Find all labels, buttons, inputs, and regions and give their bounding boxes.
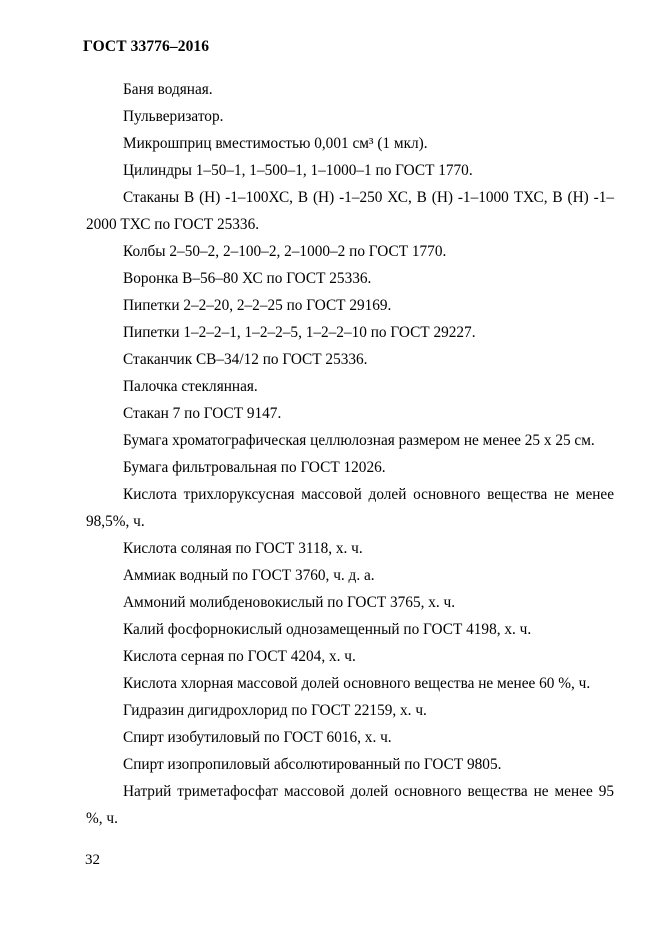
list-item: Гидразин дигидрохлорид по ГОСТ 22159, х. ч.	[123, 702, 427, 719]
list-item: Калий фосфорнокислый однозамещенный по ГОСТ 4198, х. ч.	[123, 621, 532, 638]
list-item: Стаканы B (Н) -1–100ХС, B (Н) -1–250 ХС, B (Н) -1–1000 ТХС, B (Н) -1–2000 ТХС по ГОСТ 25336.	[86, 189, 614, 233]
document-code-header: ГОСТ 33776–2016	[83, 38, 210, 55]
list-item: Пульверизатор.	[123, 108, 224, 125]
list-item: Кислота хлорная массовой долей основного вещества не менее 60 %, ч.	[123, 675, 591, 692]
list-item: Колбы 2–50–2, 2–100–2, 2–1000–2 по ГОСТ 1770.	[123, 243, 447, 260]
list-item: Палочка стеклянная.	[123, 378, 258, 395]
list-item: Воронка В–56–80 ХС по ГОСТ 25336.	[123, 270, 372, 287]
list-item: Стаканчик СВ–34/12 по ГОСТ 25336.	[123, 351, 368, 368]
list-item: Пипетки 2–2–20, 2–2–25 по ГОСТ 29169.	[123, 297, 392, 314]
list-item: Натрий триметафосфат массовой долей основного вещества не менее 95 %, ч.	[86, 783, 614, 827]
list-item: Стакан 7 по ГОСТ 9147.	[123, 405, 282, 422]
list-item: Бумага фильтровальная по ГОСТ 12026.	[123, 459, 386, 476]
list-item: Аммоний молибденовокислый по ГОСТ 3765, х. ч.	[123, 594, 456, 611]
reagents-list	[86, 76, 614, 832]
list-item: Аммиак водный по ГОСТ 3760, ч. д. а.	[123, 567, 375, 584]
list-item: Кислота соляная по ГОСТ 3118, х. ч.	[123, 540, 363, 557]
list-item: Микрошприц вместимостью 0,001 см³ (1 мкл).	[123, 135, 428, 152]
list-item: Баня водяная.	[123, 81, 213, 98]
list-item: Бумага хроматографическая целлюлозная размером не менее 25 х 25 см.	[123, 432, 595, 449]
page-number: 32	[85, 852, 100, 868]
list-item: Цилиндры 1–50–1, 1–500–1, 1–1000–1 по ГОСТ 1770.	[123, 162, 473, 179]
list-item: Кислота серная по ГОСТ 4204, х. ч.	[123, 648, 356, 665]
list-item: Пипетки 1–2–2–1, 1–2–2–5, 1–2–2–10 по ГОСТ 29227.	[123, 324, 476, 341]
list-item: Спирт изопропиловый абсолютированный по ГОСТ 9805.	[123, 756, 502, 773]
list-item: Кислота трихлоруксусная массовой долей основного вещества не менее 98,5%, ч.	[86, 486, 614, 530]
list-item: Спирт изобутиловый по ГОСТ 6016, х. ч.	[123, 729, 392, 746]
